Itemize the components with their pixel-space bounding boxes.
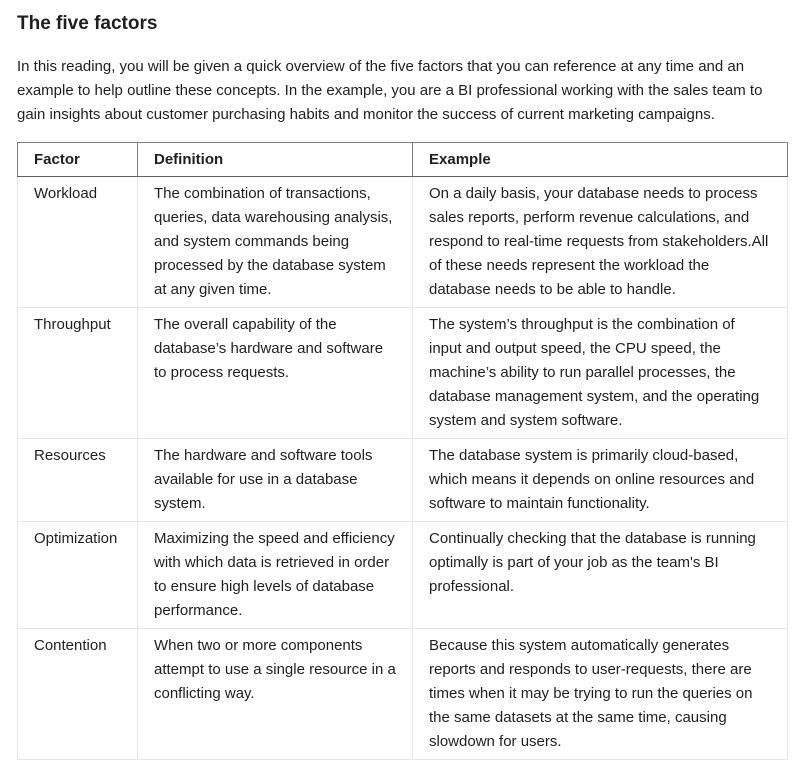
factor-cell: Workload [18,177,138,308]
definition-cell: The hardware and software tools available for use in a database system. [138,439,413,522]
table-row [18,177,788,308]
factor-cell: Optimization [18,522,138,629]
section-heading: The five factors [17,13,158,34]
factor-cell: Contention [18,629,138,760]
example-cell: The database system is primarily cloud-based, which means it depends on online resources and software to maintain functionality. [413,439,788,522]
table-row [18,308,788,439]
table-row [18,439,788,522]
header-example: Example [413,143,788,177]
table-row [18,522,788,629]
factor-cell: Throughput [18,308,138,439]
factor-cell: Resources [18,439,138,522]
table-row [18,629,788,760]
header-factor: Factor [18,143,138,177]
definition-cell: Maximizing the speed and efficiency with which data is retrieved in order to ensure high levels of database performance. [138,522,413,629]
definition-cell: The overall capability of the database’s hardware and software to process requests. [138,308,413,439]
intro-paragraph: In this reading, you will be given a quick overview of the five factors that you can reference at any time and an example to help outline these concepts. In the example, you are a BI professional working with the sales team to gain insights about customer purchasing habits and monitor the success of current marketing campaigns. [17,58,763,123]
header-definition: Definition [138,143,413,177]
five-factors-table [17,142,788,760]
example-cell: Continually checking that the database is running optimally is part of your job as the team's BI professional. [413,522,788,629]
example-cell: On a daily basis, your database needs to process sales reports, perform revenue calculations, and respond to real-time requests from stakeholders.All of these needs represent the workload the database needs to be able to handle. [413,177,788,308]
definition-cell: The combination of transactions, queries, data warehousing analysis, and system commands being processed by the database system at any given time. [138,177,413,308]
table-header-row [18,143,788,177]
definition-cell: When two or more components attempt to use a single resource in a conflicting way. [138,629,413,760]
example-cell: Because this system automatically generates reports and responds to user-requests, there are times when it may be trying to run the queries on the same datasets at the same time, causing slowdown for users. [413,629,788,760]
example-cell: The system’s throughput is the combination of input and output speed, the CPU speed, the machine’s ability to run parallel processes, the database management system, and the operating system and system software. [413,308,788,439]
